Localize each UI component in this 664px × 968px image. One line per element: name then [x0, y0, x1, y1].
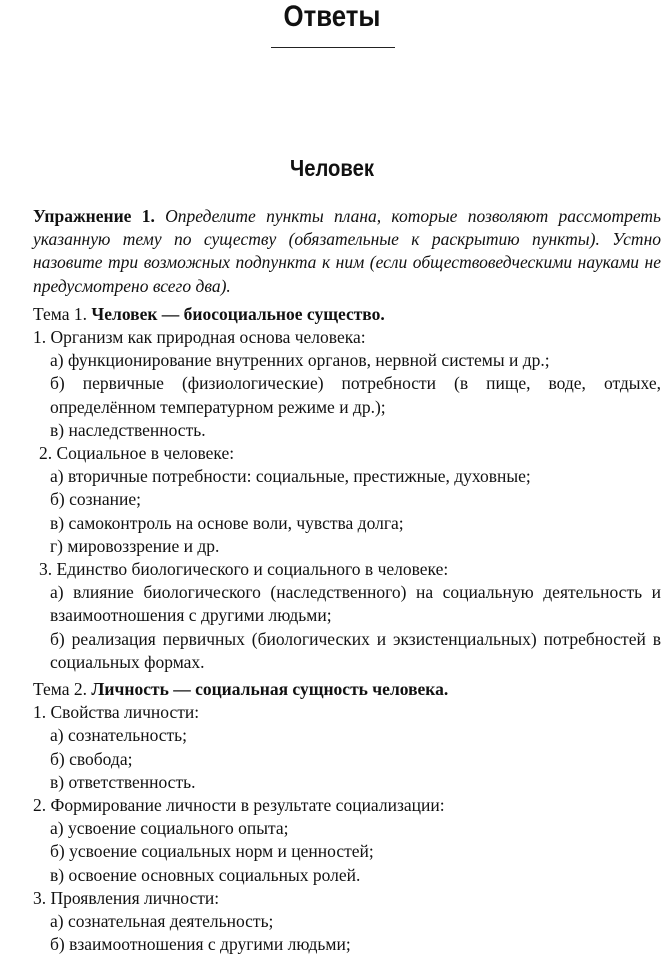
sub-item: а) сознательность;: [50, 725, 188, 746]
sub-item-text: б) реализация первичных (биологических и экзистенциальных) потребностей в социальных формах.: [50, 628, 661, 672]
exercise-paragraph: [33, 205, 661, 298]
sub-item: в) самоконтроль на основе воли, чувства долга;: [50, 512, 404, 533]
answers-body: [33, 205, 661, 957]
exercise-text: Определите пункты плана, которые позволяют рассмотреть указанную тему по существу (обязательные к раскрытию пункты). Устно назовите три возможных подпункта к ним (если обществоведческими науками не предусмотрено всего два).: [33, 206, 661, 296]
sub-item: а) вторичные потребности: социальные, престижные, духовные;: [50, 466, 531, 487]
exercise-label: Упражнение 1.: [33, 206, 155, 226]
theme-heading: [33, 303, 661, 326]
sub-item: в) освоение основных социальных ролей.: [50, 864, 361, 885]
page-title: Ответы: [283, 0, 381, 33]
plan-item: 2. Социальное в человеке:: [39, 443, 235, 464]
sub-item: б) сознание;: [50, 489, 142, 510]
sub-item: г) мировоззрение и др.: [50, 535, 220, 556]
theme-title: Человек — биосоциальное существо.: [91, 303, 385, 324]
sub-item: в) ответственность.: [50, 771, 196, 792]
sub-item: [33, 581, 661, 627]
section-title: Человек: [289, 155, 374, 181]
theme-title: Личность — социальная сущность человека.: [91, 679, 449, 700]
sub-item: а) сознательная деятельность;: [50, 911, 274, 932]
plan-item: 3. Проявления личности:: [33, 887, 220, 908]
sub-item: [33, 628, 661, 674]
plan-item: 2. Формирование личности в результате социализации:: [33, 795, 445, 816]
plan-item: 1. Свойства личности:: [33, 702, 200, 723]
sub-item: [33, 372, 661, 418]
sub-item: а) функционирование внутренних органов, нервной системы и др.;: [50, 350, 550, 371]
sub-item-text: б) первичные (физиологические) потребности (в пище, воде, отдыхе, определённом температурном режиме и др.);: [50, 373, 661, 417]
theme-prefix: Тема 2.: [33, 679, 88, 700]
sub-item: б) усвоение социальных норм и ценностей;: [50, 841, 374, 862]
sub-item: а) усвоение социального опыта;: [50, 818, 289, 839]
sub-item: в) наследственность.: [50, 419, 206, 440]
theme-prefix: Тема 1.: [33, 303, 88, 324]
sub-item: б) взаимоотношения с другими людьми;: [50, 934, 351, 955]
plan-item: 3. Единство биологического и социального в человеке:: [39, 559, 449, 580]
sub-item-text: а) влияние биологического (наследственного) на социальную деятельность и взаимоотношения с другими людьми;: [50, 582, 661, 626]
plan-item: 1. Организм как природная основа человека:: [33, 327, 366, 348]
sub-item: б) свобода;: [50, 748, 133, 769]
title-divider: [271, 47, 395, 48]
theme-heading: [33, 678, 661, 701]
